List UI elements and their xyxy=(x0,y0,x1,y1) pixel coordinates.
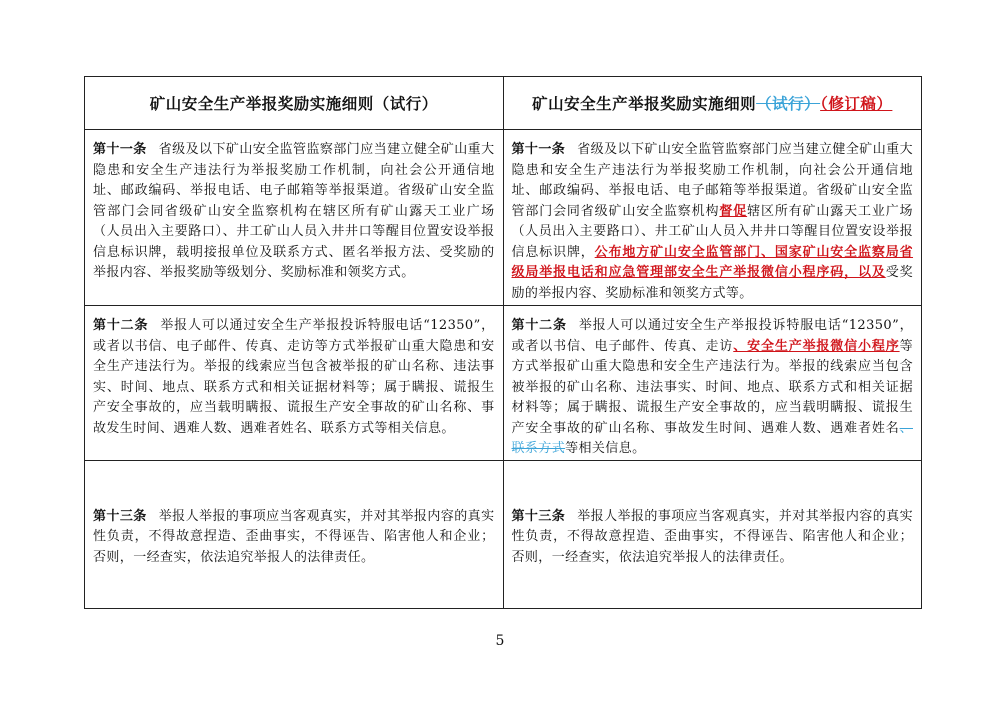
left-header xyxy=(85,77,504,130)
left-cell-art13 xyxy=(85,460,504,608)
article-text-b: 辖区所有矿山露天工业广场（人员出入主要路口）、井工矿山人员入井井口等醒目位置安设举报信息标识牌， xyxy=(511,203,913,260)
right-cell-art13 xyxy=(503,460,922,608)
right-title-inserted: （修订稿） xyxy=(820,94,893,113)
article-text-b: 等方式举报矿山重大隐患和安全生产违法行为。举报的线索应当包含被举报的矿山名称、违法事实、时间、地点、联系方式和相关证据材料等；属于瞒报、谎报生产安全事故的，应当载明瞒报、谎报生产安全事故的矿山名称、事故发生时间、遇难人数、遇难者姓名 xyxy=(511,338,913,436)
table-row xyxy=(85,306,922,461)
right-cell-art12 xyxy=(503,306,922,461)
inserted-text: 、安全生产举报微信小程序 xyxy=(733,338,900,354)
article-label: 第十一条 xyxy=(93,142,147,157)
article-label: 第十二条 xyxy=(93,318,149,333)
right-title: 矿山安全生产举报奖励实施细则 xyxy=(532,94,757,113)
article-text: 举报人可以通过安全生产举报投诉特服电话“12350”，或者以书信、电子邮件、传真、走访等方式举报矿山重大隐患和安全生产违法行为。举报的线索应当包含被举报的矿山名称、违法事实、时间、地点、联系方式和相关证据材料等；属于瞒报、谎报生产安全事故的，应当载明瞒报、谎报生产安全事故的矿山名称、事故发生时间、遇难人数、遇难者姓名、联系方式等相关信息。 xyxy=(93,318,495,436)
right-title-deleted: （试行） xyxy=(756,94,821,113)
right-cell-art11 xyxy=(503,130,922,306)
right-header xyxy=(503,77,922,130)
article-label: 第十二条 xyxy=(511,318,567,333)
left-cell-art11 xyxy=(85,130,504,306)
inserted-text: 公布地方矿山安全监管部门、国家矿山安全监察局省级局举报电话和应急管理部安全生产举报微信小程序码，以及 xyxy=(511,244,914,280)
article-label: 第十三条 xyxy=(511,508,566,524)
article-text: 举报人举报的事项应当客观真实，并对其举报内容的真实性负责，不得故意捏造、歪曲事实，不得诬告、陷害他人和企业；否则，一经查实，依法追究举报人的法律责任。 xyxy=(93,508,495,565)
article-text-a: 省级及以下矿山安全监管监察部门应当建立健全矿山重大隐患和安全生产违法行为举报奖励工作机制，向社会公开通信地址、邮政编码、举报电话、电子邮箱等举报渠道。省级矿山安全监管部门会同省级矿山安全监察机构 xyxy=(511,142,913,219)
comparison-table xyxy=(84,76,922,609)
article-text-c: 等相关信息。 xyxy=(565,441,646,456)
article-text-a: 举报人可以通过安全生产举报投诉特服电话“12350”，或者以书信、电子邮件、传真、走访 xyxy=(511,318,913,354)
deleted-text: 、联系方式 xyxy=(511,420,913,456)
table-header-row xyxy=(85,77,922,130)
left-cell-art12 xyxy=(85,306,504,461)
left-title: 矿山安全生产举报奖励实施细则（试行） xyxy=(149,94,438,113)
inserted-text: 督促 xyxy=(719,203,748,219)
table-row xyxy=(85,460,922,608)
article-text: 举报人举报的事项应当客观真实，并对其举报内容的真实性负责，不得故意捏造、歪曲事实，不得诬告、陷害他人和企业；否则，一经查实，依法追究举报人的法律责任。 xyxy=(511,508,913,565)
article-text: 省级及以下矿山安全监管监察部门应当建立健全矿山重大隐患和安全生产违法行为举报奖励工作机制，向社会公开通信地址、邮政编码、举报电话、电子邮箱等举报渠道。省级矿山安全监管部门会同省级矿山安全监察机构在辖区所有矿山露天工业广场（人员出入主要路口）、井工矿山人员入井井口等醒目位置安设举报信息标识牌，载明接报单位及联系方式、匿名举报方法、受奖励的举报内容、举报奖励等级划分、奖励标准和领奖方式。 xyxy=(93,142,495,280)
article-label: 第十一条 xyxy=(511,142,566,157)
table-row xyxy=(85,130,922,306)
article-text-c: 受奖励的举报内容、奖励标准和领奖方式等。 xyxy=(511,265,913,301)
article-label: 第十三条 xyxy=(93,508,147,524)
page-number: 5 xyxy=(495,633,505,649)
